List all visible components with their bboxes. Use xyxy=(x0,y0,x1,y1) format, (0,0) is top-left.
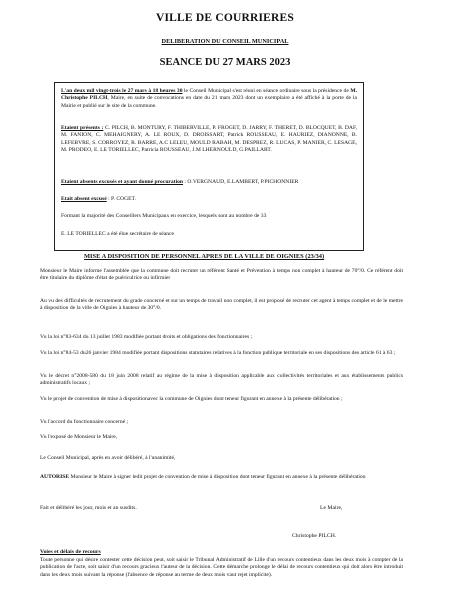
paragraph-difficulties: Au vu des difficultés de recrutement du grade concerné et sur un temps de travail non complet, il est proposé de recruter cet agent à temps complet et de le mettre à disposition de la ville de Oignies à hauteur de 30°/0. xyxy=(40,298,403,312)
secretary-text: E. LE TORIELLEC a été élue secrétaire de séance xyxy=(61,231,175,237)
quorum-text: Formant la majorité des Conseillers Municipaux en exercice, lesquels sont au nombre de 33 xyxy=(61,213,267,219)
intro-end: , Maire, en suite de convocations en date du 21 mars 2023 dont un exemplaire a été affiché à la porte de la Mairie et publié sur le site de la commune. xyxy=(61,95,358,109)
appeal-title: Voies et délais de recours xyxy=(40,549,101,555)
document-subtitle: DELIBERATION DU CONSEIL MUNICIPAL xyxy=(161,38,289,45)
paragraph-expose: Vu l'exposé de Monsieur le Maire, xyxy=(40,434,118,440)
absent-paragraph xyxy=(61,196,357,203)
done-statement: Fait et délibéré les jour, mois et an susdits. xyxy=(40,505,137,511)
excused-paragraph xyxy=(61,179,357,186)
paragraph-agreement: Vu l'accord du fonctionnaire concerné ; xyxy=(40,419,129,425)
absent-names: : P. COGET. xyxy=(106,196,136,202)
excused-names: : O.VERGNAUD, E.LAMBERT, P.PICHONNIER xyxy=(183,179,299,185)
mayor-signature-label: Le Maire, xyxy=(320,505,343,511)
paragraph-law-1983: Vu la loi n°83-634 du 13 juillet 1983 modifiée portant droits et obligations des fonctionnaires ; xyxy=(40,334,253,340)
appeal-text: Toute personne qui désire contester cette décision peut, soit saisir le Tribunal Administratif de Lille d'un recours contentieux dans les deux mois à compter de la publication de l'acte, soit saisir d'un recours gracieux l'auteur de la décision. Cette démarche prolonge le délai de recours contentieux qui doit alors être introduit dans les deux mois suivant la réponse (l'absence de réponse au terme de deux mois vaut rejet implicite). xyxy=(40,557,403,578)
authorise-text: Monsieur le Maire à signer ledit projet de convention de mise à disposition dont teneur figurant en annexe à la présente délibération xyxy=(69,474,366,480)
paragraph-intro: Monsieur le Maire informe l'assemblée que la commune doit recruter un référent Santé et Prévention à temps non complet à hauteur de 70°/0. Ce référent doit être titulaire du diplôme d'état de puériculrice ou infirmier xyxy=(40,268,403,282)
paragraph-council: Le Conseil Municipal, après en avoir délibéré, à l'unanimité, xyxy=(40,455,176,461)
excused-label: Etaient absents excusés et ayant donné procuration xyxy=(61,179,184,185)
session-title: SEANCE DU 27 MARS 2023 xyxy=(159,57,291,68)
mayor-signature-name: Christophe PILCH. xyxy=(292,533,337,539)
paragraph-convention: Vu le projet de convention de mise à dispositionavec la commune de Oignies dont teneur figurant en annexe à la présente délibération ; xyxy=(40,396,343,402)
paragraph-authorise xyxy=(40,474,403,481)
intro-text: le Conseil Municipal s'est réuni en séance ordinaire sous la présidence de xyxy=(182,88,351,94)
town-title: VILLE DE COURRIERES xyxy=(156,12,294,24)
present-paragraph xyxy=(61,125,357,154)
mayor-name: M. Christophe PILCH xyxy=(61,88,357,102)
session-info-box xyxy=(54,82,364,251)
intro-paragraph xyxy=(61,88,357,110)
authorise-keyword: AUTORISE xyxy=(40,474,70,480)
present-names: C. PILCH, B. MONTURY, F. THIBERVILLE, P. FROGET, D. JARRY, F. THERET, D. BLOCQUET, B. DAF, M. FANION, C. MEHAIGNERY, A. LE ROUX, D. DROISSART, Patrick ROUSSEAU, E. HAURIEZ, DIANONNE, B. LEFEBVRE, S. CORROYEZ, R. BARRE, A.C LELEU, MOULD RABAH, M. DESPREZ, R. LUCAS, P. MANIER, C. LESAGE, M. PRODEO, E. LE TORIELLEC, Patricia ROUSSEAU, J.M LHERNOULD, G.PAILLART. xyxy=(61,125,358,153)
paragraph-law-1984: Vu la loi n°84-53 du26 janvier 1984 modifiée portant dispositions statutaires relatives à la fonction publique territoriale en ses dispositions des article 61 à 63 ; xyxy=(40,350,396,356)
absent-label: Etait absent excusé xyxy=(61,196,107,202)
section-title: MISE A DISPOSITION DE PERSONNEL APRES DE LA VILLE DE OIGNIES (23/34) xyxy=(84,253,325,260)
paragraph-decree-2008: Vu le décret n°2008-580 du 18 juin 2008 relatif au régime de la mise à disposition applicable aux collectivités territoriales et aux établissements publics administratifs locaux ; xyxy=(40,373,403,387)
intro-date: L'an deux mil vingt-trois le 27 mars à 18 heures 30 xyxy=(61,88,183,94)
present-label: Etaient présents : xyxy=(61,125,104,131)
